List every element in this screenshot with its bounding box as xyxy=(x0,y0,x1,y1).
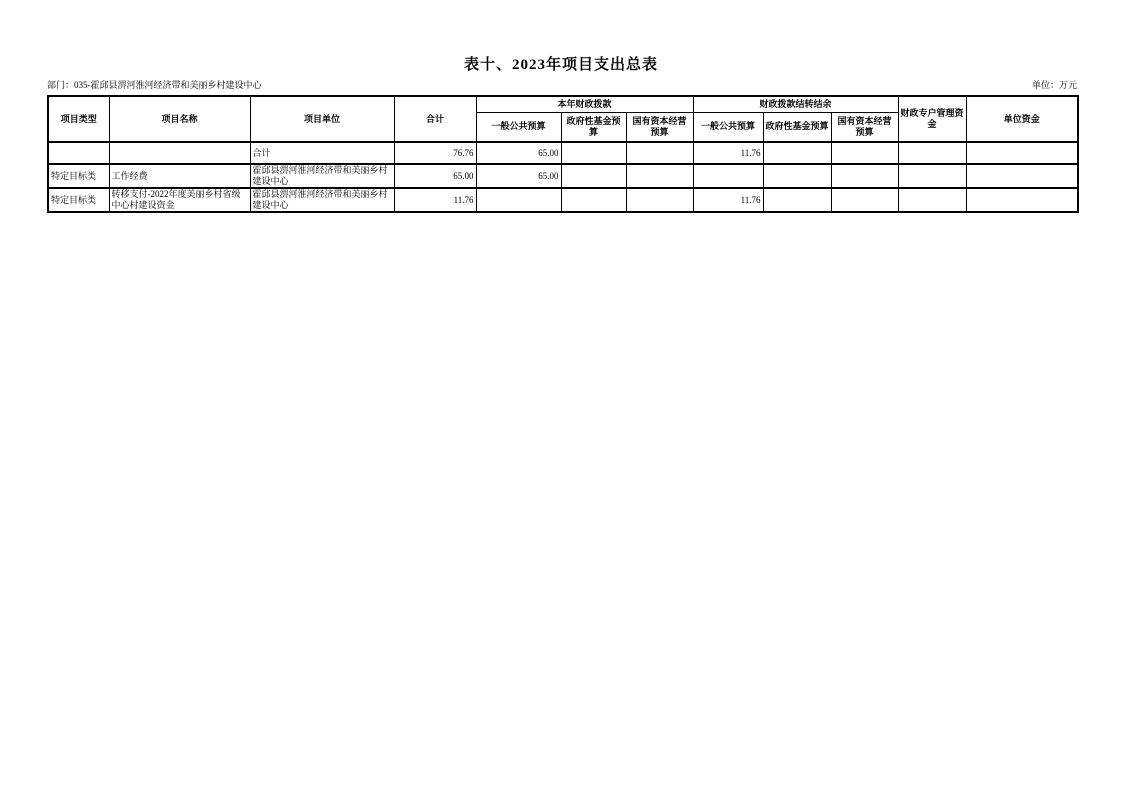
cell-cy-gov-fund xyxy=(561,188,626,212)
project-expenditure-table xyxy=(47,95,1079,213)
table-meta-row xyxy=(47,79,1077,91)
header-cy-gov-fund: 政府性基金预算 xyxy=(561,112,626,142)
cell-project-type: 特定目标类 xyxy=(48,164,109,188)
cell-total: 11.76 xyxy=(394,188,476,212)
cell-cy-gov-fund xyxy=(561,164,626,188)
cell-fiscal-special-account xyxy=(898,164,966,188)
cell-fiscal-special-account xyxy=(898,188,966,212)
cell-project-type xyxy=(48,142,109,164)
header-group-carryover: 财政拨款结转结余 xyxy=(693,96,898,112)
cell-project-unit: 霍邱县淠河淮河经济带和美丽乡村建设中心 xyxy=(250,188,394,212)
cell-co-state-capital xyxy=(831,164,898,188)
header-total: 合计 xyxy=(394,96,476,142)
cell-co-general-public xyxy=(693,164,763,188)
cell-unit-funds xyxy=(966,142,1078,164)
header-project-type: 项目类型 xyxy=(48,96,109,142)
header-co-gov-fund: 政府性基金预算 xyxy=(763,112,831,142)
cell-co-state-capital xyxy=(831,188,898,212)
page-title: 表十、2023年项目支出总表 xyxy=(463,57,658,73)
cell-project-unit: 霍邱县淠河淮河经济带和美丽乡村建设中心 xyxy=(250,164,394,188)
cell-fiscal-special-account xyxy=(898,142,966,164)
header-group-current-year: 本年财政拨款 xyxy=(476,96,693,112)
header-project-unit: 项目单位 xyxy=(250,96,394,142)
cell-cy-general-public: 65.00 xyxy=(476,142,561,164)
cell-cy-state-capital xyxy=(626,164,693,188)
cell-project-name: 工作经费 xyxy=(109,164,250,188)
cell-cy-gov-fund xyxy=(561,142,626,164)
cell-project-name: 转移支付-2022年度美丽乡村省级中心村建设资金 xyxy=(109,188,250,212)
cell-cy-general-public xyxy=(476,188,561,212)
header-cy-general-public: 一般公共预算 xyxy=(476,112,561,142)
header-unit-funds: 单位资金 xyxy=(966,96,1078,142)
header-row-groups xyxy=(48,96,1078,112)
unit-label: 单位：万元 xyxy=(1031,80,1077,90)
cell-cy-state-capital xyxy=(626,142,693,164)
department-label: 部门：035-霍邱县淠河淮河经济带和美丽乡村建设中心 xyxy=(47,80,262,90)
cell-cy-general-public: 65.00 xyxy=(476,164,561,188)
cell-cy-state-capital xyxy=(626,188,693,212)
cell-total: 65.00 xyxy=(394,164,476,188)
cell-co-general-public: 11.76 xyxy=(693,142,763,164)
header-co-general-public: 一般公共预算 xyxy=(693,112,763,142)
table-row xyxy=(48,164,1078,188)
cell-project-type: 特定目标类 xyxy=(48,188,109,212)
cell-co-general-public: 11.76 xyxy=(693,188,763,212)
cell-unit-funds xyxy=(966,164,1078,188)
cell-project-unit: 合计 xyxy=(250,142,394,164)
cell-project-name xyxy=(109,142,250,164)
table-row-total xyxy=(48,142,1078,164)
cell-co-gov-fund xyxy=(763,164,831,188)
cell-total: 76.76 xyxy=(394,142,476,164)
table-row xyxy=(48,188,1078,212)
header-cy-state-capital: 国有资本经营预算 xyxy=(626,112,693,142)
cell-co-gov-fund xyxy=(763,142,831,164)
cell-unit-funds xyxy=(966,188,1078,212)
header-co-state-capital: 国有资本经营预算 xyxy=(831,112,898,142)
header-project-name: 项目名称 xyxy=(109,96,250,142)
header-fiscal-special-account: 财政专户管理资金 xyxy=(898,96,966,142)
cell-co-gov-fund xyxy=(763,188,831,212)
cell-co-state-capital xyxy=(831,142,898,164)
